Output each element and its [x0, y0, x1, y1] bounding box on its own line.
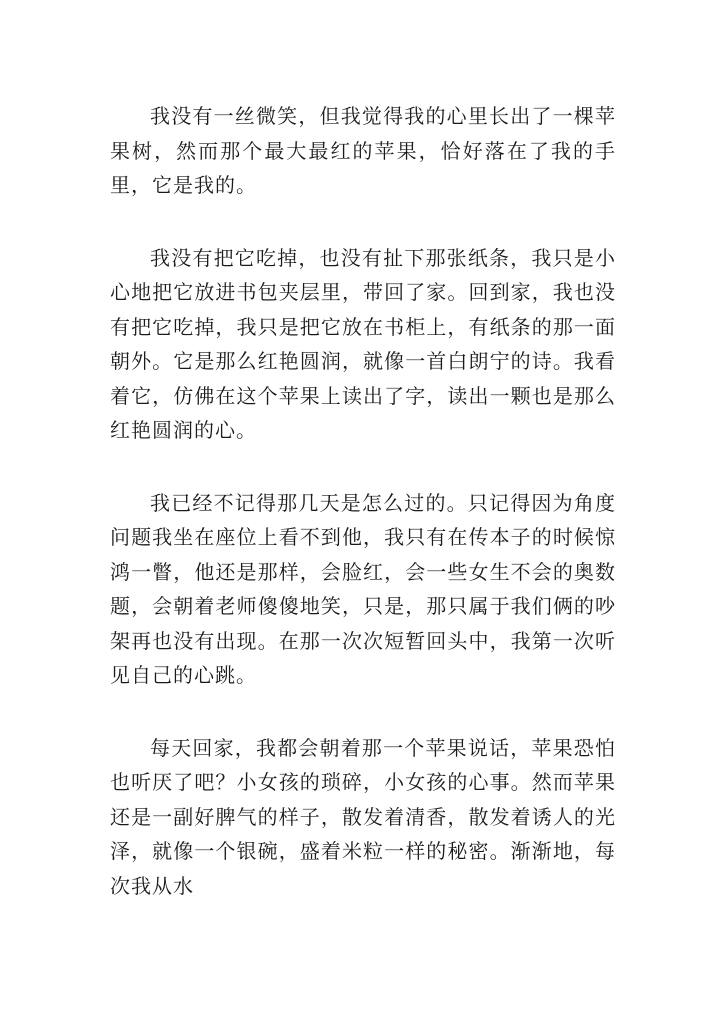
document-body — [110, 99, 616, 941]
paragraph-1: 我没有一丝微笑，但我觉得我的心里长出了一棵苹果树，然而那个最大最红的苹果，恰好落在了我的手里，它是我的。 — [110, 104, 616, 197]
paragraph-3: 我已经不记得那几天是怎么过的。只记得因为角度问题我坐在座位上看不到他，我只有在传本子的时候惊鸿一瞥，他还是那样，会脸红，会一些女生不会的奥数题，会朝着老师傻傻地笑，只是，那只属于我们俩的吵架再也没有出现。在那一次次短暂回头中，我第一次听见自己的心跳。 — [110, 490, 616, 687]
paragraph-4: 每天回家，我都会朝着那一个苹果说话，苹果恐怕也听厌了吧？小女孩的琐碎，小女孩的心事。然而苹果还是一副好脾气的样子，散发着清香，散发着诱人的光泽，就像一个银碗，盛着米粒一样的秘密。渐渐地，每次我从水 — [110, 735, 616, 898]
paragraph-2: 我没有把它吃掉，也没有扯下那张纸条，我只是小心地把它放进书包夹层里，带回了家。回到家，我也没有把它吃掉，我只是把它放在书柜上，有纸条的那一面朝外。它是那么红艳圆润，就像一首白朗宁的诗。我看着它，仿佛在这个苹果上读出了字，读出一颗也是那么红艳圆润的心。 — [110, 245, 616, 442]
